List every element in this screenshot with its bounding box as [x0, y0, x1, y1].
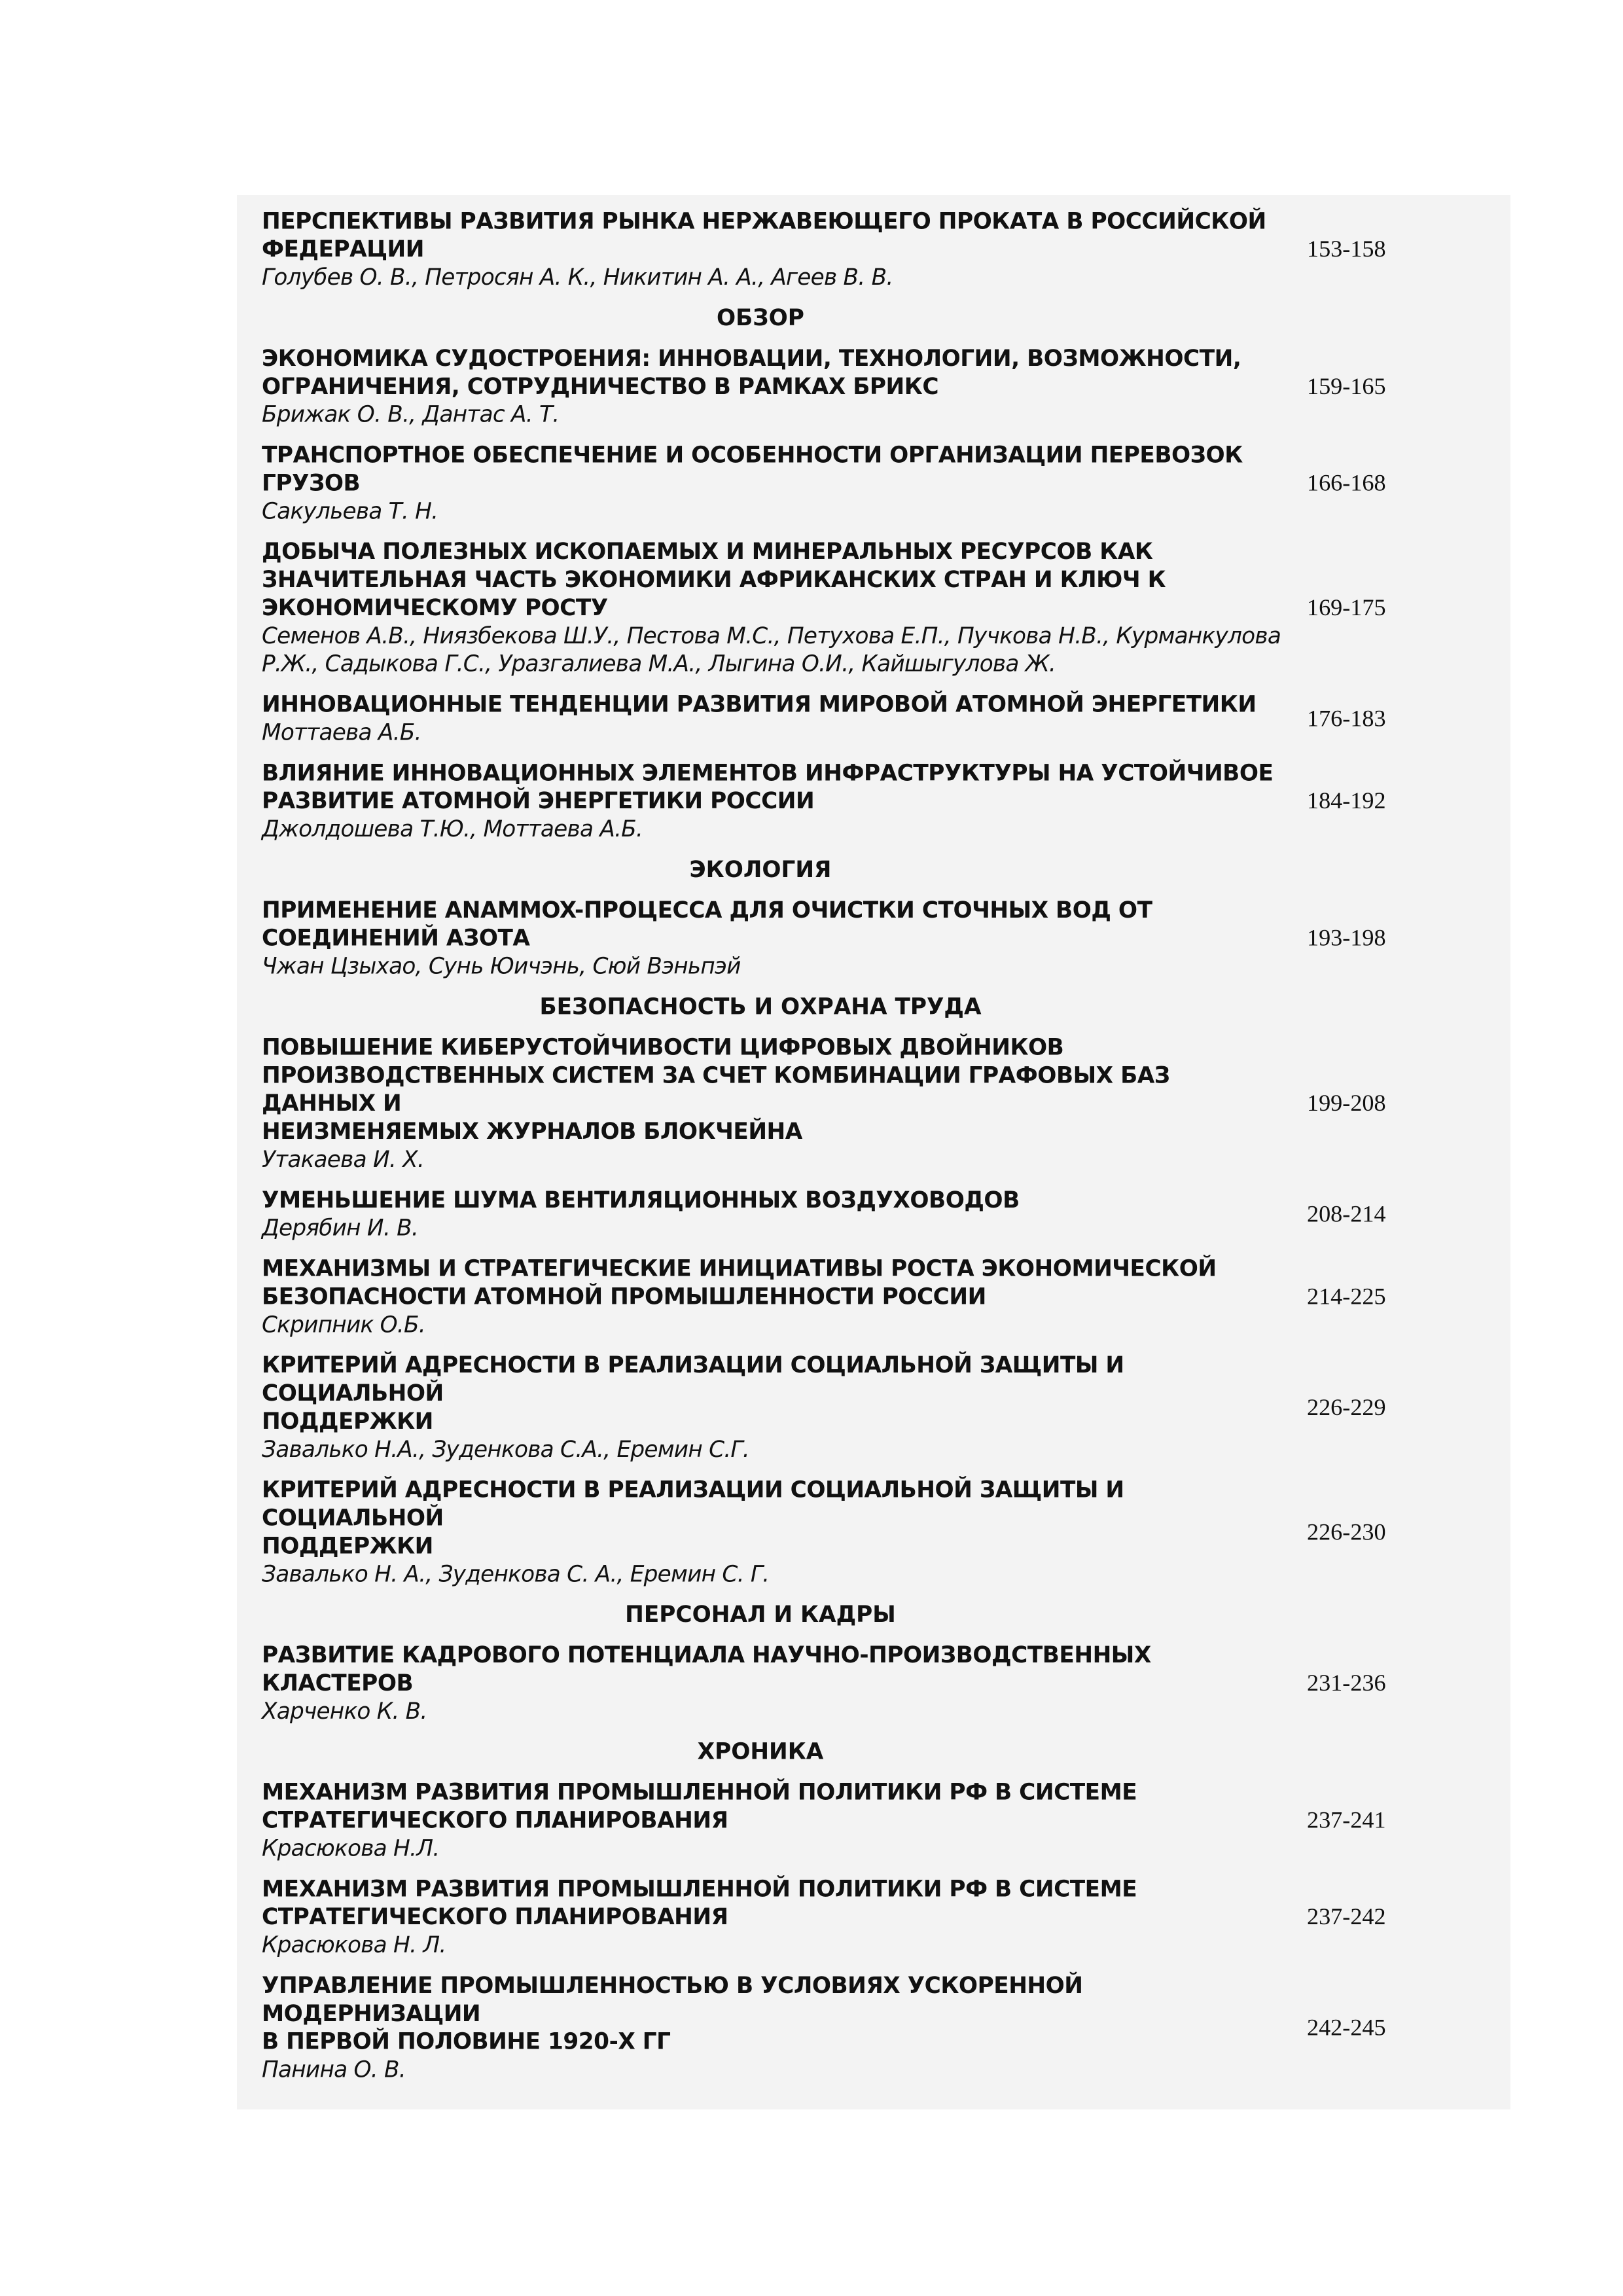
page-range: 242-245	[1306, 2014, 1386, 2041]
article-title[interactable]: УМЕНЬШЕНИЕ ШУМА ВЕНТИЛЯЦИОННЫХ ВОЗДУХОВОДОВ	[262, 1187, 1020, 1213]
section-heading: ЭКОЛОГИЯ	[689, 857, 832, 883]
page-range: 176-183	[1306, 705, 1386, 732]
article-title[interactable]: УПРАВЛЕНИЕ ПРОМЫШЛЕННОСТЬЮ В УСЛОВИЯХ УСКОРЕННОЙ МОДЕРНИЗАЦИИ В ПЕРВОЙ ПОЛОВИНЕ 1920-Х ГГ	[262, 1973, 1083, 2055]
article-authors: Красюкова Н.Л.	[262, 1835, 440, 1861]
page-range: 193-198	[1306, 925, 1386, 952]
article-title[interactable]: ПРИМЕНЕНИЕ ANAMMOX-ПРОЦЕССА ДЛЯ ОЧИСТКИ СТОЧНЫХ ВОД ОТ СОЕДИНЕНИЙ АЗОТА	[262, 897, 1152, 952]
toc-entry	[262, 691, 1409, 759]
article-authors: Красюкова Н. Л.	[262, 1932, 446, 1958]
section-heading: ХРОНИКА	[697, 1739, 824, 1765]
entry-text	[262, 1972, 1284, 2084]
article-authors: Панина О. В.	[262, 2056, 406, 2083]
page-range: 226-229	[1306, 1394, 1386, 1421]
toc-entry	[262, 1352, 1409, 1476]
article-title[interactable]: МЕХАНИЗМЫ И СТРАТЕГИЧЕСКИЕ ИНИЦИАТИВЫ РОСТА ЭКОНОМИЧЕСКОЙ БЕЗОПАСНОСТИ АТОМНОЙ ПРОМЫШЛЕННОСТИ РОССИИ	[262, 1256, 1217, 1310]
article-title[interactable]: КРИТЕРИЙ АДРЕСНОСТИ В РЕАЛИЗАЦИИ СОЦИАЛЬНОЙ ЗАЩИТЫ И СОЦИАЛЬНОЙ ПОДДЕРЖКИ	[262, 1477, 1124, 1559]
article-authors: Завалько Н.А., Зуденкова С.А., Еремин С.Г.	[262, 1437, 749, 1463]
entry-text	[262, 1352, 1284, 1463]
page-range: 231-236	[1306, 1670, 1386, 1696]
article-authors: Моттаева А.Б.	[262, 719, 421, 745]
article-authors: Голубев О. В., Петросян А. К., Никитин А. А., Агеев В. В.	[262, 264, 893, 291]
entry-text	[262, 1778, 1284, 1863]
page-range: 237-241	[1306, 1807, 1386, 1834]
toc-entry	[262, 538, 1409, 691]
toc-entry	[262, 1255, 1409, 1352]
entry-text	[262, 691, 1284, 747]
article-title[interactable]: МЕХАНИЗМ РАЗВИТИЯ ПРОМЫШЛЕННОЙ ПОЛИТИКИ РФ В СИСТЕМЕ СТРАТЕГИЧЕСКОГО ПЛАНИРОВАНИЯ	[262, 1780, 1137, 1834]
entry-text	[262, 1641, 1284, 1726]
toc-entry	[262, 1033, 1409, 1186]
section-heading: ПЕРСОНАЛ И КАДРЫ	[625, 1602, 896, 1628]
section-heading: ОБЗОР	[717, 305, 804, 331]
article-authors: Завалько Н. А., Зуденкова С. А., Еремин С. Г.	[262, 1561, 770, 1587]
page-range: 159-165	[1306, 373, 1386, 400]
article-title[interactable]: ЭКОНОМИКА СУДОСТРОЕНИЯ: ИННОВАЦИИ, ТЕХНОЛОГИИ, ВОЗМОЖНОСТИ, ОГРАНИЧЕНИЯ, СОТРУДНИЧЕСТВО В РАМКАХ БРИКС	[262, 346, 1241, 400]
article-authors: Дерябин И. В.	[262, 1215, 418, 1242]
entry-text	[262, 207, 1284, 292]
article-authors: Скрипник О.Б.	[262, 1312, 425, 1338]
article-authors: Харченко К. В.	[262, 1698, 427, 1725]
article-title[interactable]: ТРАНСПОРТНОЕ ОБЕСПЕЧЕНИЕ И ОСОБЕННОСТИ ОРГАНИЗАЦИИ ПЕРЕВОЗОК ГРУЗОВ	[262, 442, 1243, 496]
page-range: 214-225	[1306, 1283, 1386, 1310]
article-title[interactable]: МЕХАНИЗМ РАЗВИТИЯ ПРОМЫШЛЕННОЙ ПОЛИТИКИ РФ В СИСТЕМЕ СТРАТЕГИЧЕСКОГО ПЛАНИРОВАНИЯ	[262, 1876, 1137, 1930]
article-authors: Семенов А.В., Ниязбекова Ш.У., Пестова М.С., Петухова Е.П., Пучкова Н.В., Курманкулова Р.Ж., Садыкова Г.С., Уразгалиева М.А., Лыгина О.И., Кайшыгулова Ж.	[262, 623, 1281, 677]
toc-entry	[262, 345, 1409, 442]
article-title[interactable]: ДОБЫЧА ПОЛЕЗНЫХ ИСКОПАЕМЫХ И МИНЕРАЛЬНЫХ РЕСУРСОВ КАК ЗНАЧИТЕЛЬНАЯ ЧАСТЬ ЭКОНОМИКИ АФРИКАНСКИХ СТРАН И КЛЮЧ К ЭКОНОМИЧЕСКОМУ РОСТУ	[262, 539, 1166, 621]
entry-text	[262, 538, 1284, 678]
page-range: 153-158	[1306, 236, 1386, 262]
article-authors: Чжан Цзыхао, Сунь Юичэнь, Сюй Вэньпэй	[262, 954, 741, 980]
entry-text	[262, 441, 1284, 526]
article-title[interactable]: ВЛИЯНИЕ ИННОВАЦИОННЫХ ЭЛЕМЕНТОВ ИНФРАСТРУКТУРЫ НА УСТОЙЧИВОЕ РАЗВИТИЕ АТОМНОЙ ЭНЕРГЕТИКИ РОССИИ	[262, 760, 1274, 814]
entry-text	[262, 1033, 1284, 1174]
entry-text	[262, 1186, 1284, 1242]
article-authors: Брижак О. В., Дантас А. Т.	[262, 402, 560, 428]
toc-entry	[262, 759, 1409, 856]
toc-entry	[262, 1476, 1409, 1600]
table-of-contents	[262, 207, 1409, 2096]
toc-entry	[262, 1778, 1409, 1875]
entry-text	[262, 345, 1284, 429]
entry-text	[262, 896, 1284, 980]
toc-entry	[262, 1186, 1409, 1255]
page-range: 166-168	[1306, 469, 1386, 496]
article-title[interactable]: ПЕРСПЕКТИВЫ РАЗВИТИЯ РЫНКА НЕРЖАВЕЮЩЕГО ПРОКАТА В РОССИЙСКОЙ ФЕДЕРАЦИИ	[262, 208, 1266, 262]
page-range: 208-214	[1306, 1200, 1386, 1227]
entry-text	[262, 1875, 1284, 1960]
entry-text	[262, 1476, 1284, 1588]
toc-entry	[262, 207, 1409, 304]
toc-entry	[262, 1972, 1409, 2096]
page-range: 237-242	[1306, 1903, 1386, 1930]
article-title[interactable]: КРИТЕРИЙ АДРЕСНОСТИ В РЕАЛИЗАЦИИ СОЦИАЛЬНОЙ ЗАЩИТЫ И СОЦИАЛЬНОЙ ПОДДЕРЖКИ	[262, 1352, 1124, 1435]
section-heading: БЕЗОПАСНОСТЬ И ОХРАНА ТРУДА	[539, 994, 982, 1020]
entry-text	[262, 759, 1284, 844]
article-authors: Сакульева Т. Н.	[262, 498, 438, 524]
toc-entry	[262, 441, 1409, 538]
page-range: 184-192	[1306, 787, 1386, 814]
article-authors: Утакаева И. Х.	[262, 1147, 425, 1173]
toc-entry	[262, 896, 1409, 993]
page-range: 199-208	[1306, 1090, 1386, 1117]
toc-entry	[262, 1641, 1409, 1738]
article-title[interactable]: ИННОВАЦИОННЫЕ ТЕНДЕНЦИИ РАЗВИТИЯ МИРОВОЙ АТОМНОЙ ЭНЕРГЕТИКИ	[262, 692, 1257, 718]
page-range: 169-175	[1306, 594, 1386, 621]
article-title[interactable]: ПОВЫШЕНИЕ КИБЕРУСТОЙЧИВОСТИ ЦИФРОВЫХ ДВОЙНИКОВ ПРОИЗВОДСТВЕННЫХ СИСТЕМ ЗА СЧЕТ КОМБИНАЦИИ ГРАФОВЫХ БАЗ ДАННЫХ И НЕИЗМЕНЯЕМЫХ ЖУРНАЛОВ БЛОКЧЕЙНА	[262, 1034, 1170, 1145]
entry-text	[262, 1255, 1284, 1339]
toc-entry	[262, 1875, 1409, 1972]
article-authors: Джолдошева Т.Ю., Моттаева А.Б.	[262, 816, 643, 842]
page-range: 226-230	[1306, 1518, 1386, 1545]
article-title[interactable]: РАЗВИТИЕ КАДРОВОГО ПОТЕНЦИАЛА НАУЧНО-ПРОИЗВОДСТВЕННЫХ КЛАСТЕРОВ	[262, 1642, 1151, 1696]
